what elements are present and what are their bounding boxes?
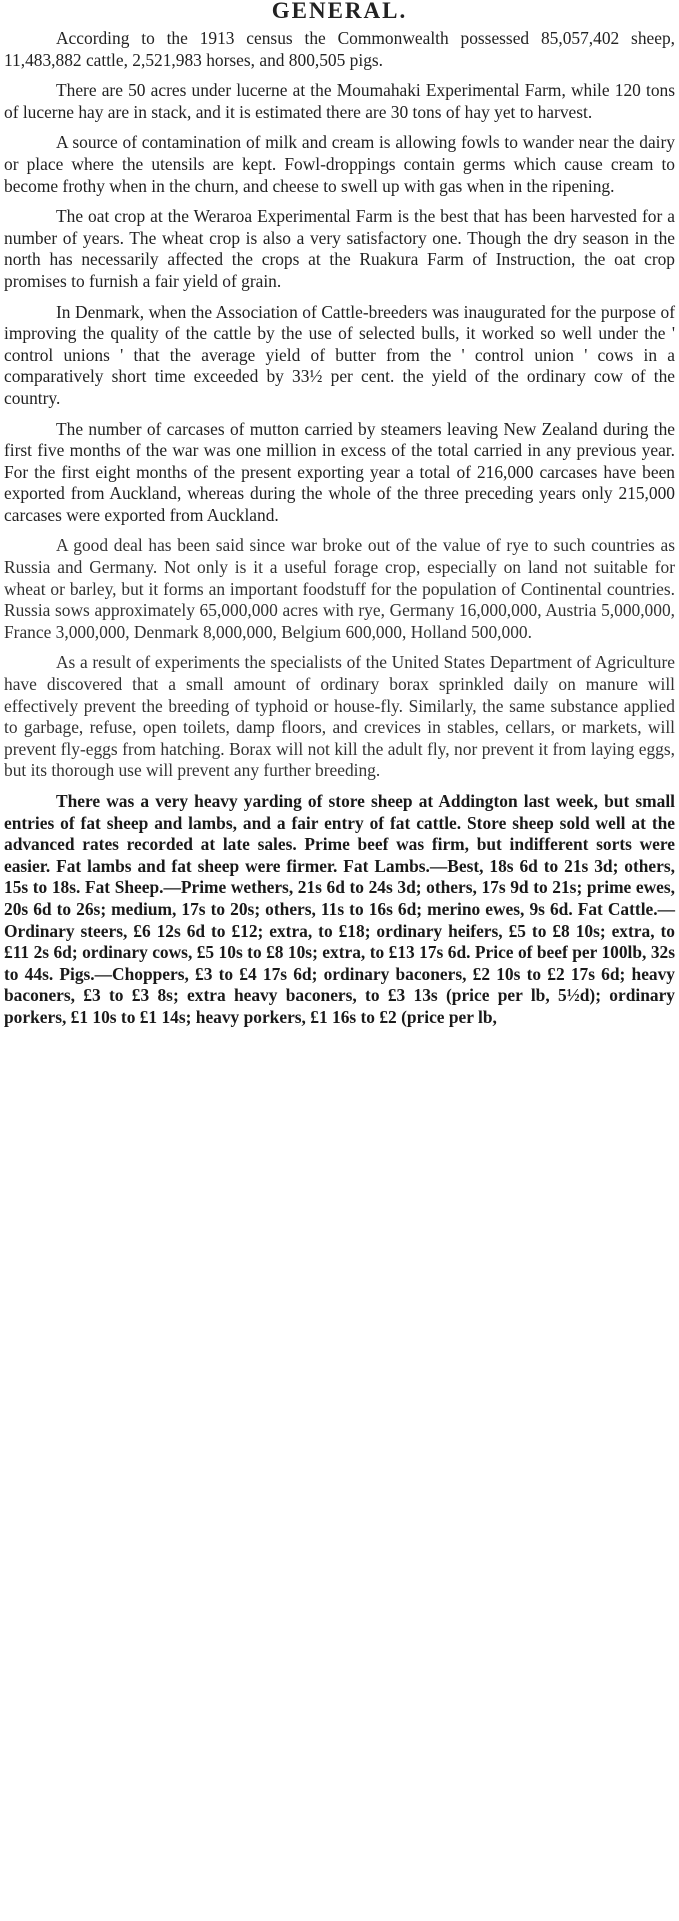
paragraph-borax: As a result of experiments the specialists of the United States Department of Agriculture have discovered that a small amount of ordinary borax sprinkled daily on manure will effectively prevent the breeding of typhoid or house-fly. Similarly, the same substance applied to garbage, refuse, open toilets, damp floors, and crevices in stables, cellars, or markets, will prevent fly-eggs from hatching. Borax will not kill the adult fly, nor prevent it from laying eggs, but its thorough use will prevent any further breeding. (4, 652, 675, 781)
section-heading: GENERAL. (271, 0, 408, 22)
paragraph-census: According to the 1913 census the Commonwealth possessed 85,057,402 sheep, 11,483,882 cattle, 2,521,983 horses, and 800,505 pigs. (4, 28, 675, 70)
paragraph-denmark-cattle: In Denmark, when the Association of Cattle-breeders was inaugurated for the purpose of improving the quality of the cattle by the use of selected bulls, it worked so well under the ' control unions ' that the average yield of butter from the ' control union ' cows in a comparatively short time exceeded by 33½ per cent. the yield of the ordinary cow of the country. (4, 301, 675, 408)
paragraph-addington-market: There was a very heavy yarding of store sheep at Addington last week, but small entries of fat sheep and lambs, and a fair entry of fat cattle. Store sheep sold well at the advanced rates recorded at late sales. Prime beef was firm, but indifferent sorts were easier. Fat lambs and fat sheep were firmer. Fat Lambs.—Best, 18s 6d to 21s 3d; others, 15s to 18s. Fat Sheep.—Prime wethers, 21s 6d to 24s 3d; others, 17s 9d to 21s; prime ewes, 20s 6d to 26s; medium, 17s to 20s; others, 11s to 16s 6d; merino ewes, 9s 6d. Fat Cattle.—Ordinary steers, £6 12s 6d to £12; extra, to £18; ordinary heifers, £5 to £8 10s; extra, to £11 2s 6d; ordinary cows, £5 10s to £8 10s; extra, to £13 17s 6d. Price of beef per 100lb, 32s to 44s. Pigs.—Choppers, £3 to £4 17s 6d; ordinary baconers, £2 10s to £2 17s 6d; heavy baconers, £3 to £3 8s; extra heavy baconers, to £3 13s (price per lb, 5½d); ordinary porkers, £1 10s to £1 14s; heavy porkers, £1 16s to £2 (price per lb, (4, 791, 675, 1027)
paragraph-rye: A good deal has been said since war broke out of the value of rye to such countries as Russia and Germany. Not only is it a useful forage crop, especially on land not suitable for wheat or barley, but it forms an important foodstuff for the population of Continental countries. Russia sows approximately 65,000,000 acres with rye, Germany 16,000,000, Austria 5,000,000, France 3,000,000, Denmark 8,000,000, Belgium 600,000, Holland 500,000. (4, 535, 675, 642)
paragraph-lucerne: There are 50 acres under lucerne at the Moumahaki Experimental Farm, while 120 tons of lucerne hay are in stack, and it is estimated there are 30 tons of hay yet to harvest. (4, 80, 675, 122)
paragraph-oat-crop: The oat crop at the Weraroa Experimental Farm is the best that has been harvested for a number of years. The wheat crop is also a very satisfactory one. Though the dry season in the north has necessarily affected the crops at the Ruakura Farm of Instruction, the oat crop promises to furnish a fair yield of grain. (4, 206, 675, 291)
paragraph-milk-contamination: A source of contamination of milk and cream is allowing fowls to wander near the dairy or place where the utensils are kept. Fowl-droppings contain germs which cause cream to become frothy when in the churn, and cheese to swell up with gas when in the ripening. (4, 132, 675, 196)
paragraph-mutton-carcases: The number of carcases of mutton carried by steamers leaving New Zealand during the first five months of the war was one million in excess of the total carried in any previous year. For the first eight months of the present exporting year a total of 216,000 carcases have been exported from Auckland, whereas during the whole of the three preceding years only 215,000 carcases were exported from Auckland. (4, 418, 675, 525)
